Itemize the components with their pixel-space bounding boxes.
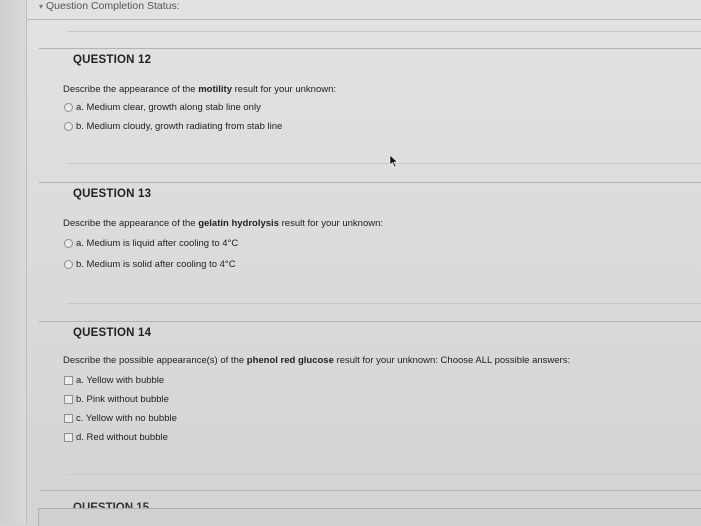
divider [67, 31, 701, 32]
assessment-page [26, 0, 701, 525]
question-14-title: QUESTION 14 [73, 327, 152, 339]
divider [39, 490, 701, 491]
question-14-option-d[interactable]: d. Red without bubble [64, 432, 168, 443]
radio-button[interactable] [64, 260, 73, 269]
question-12-option-a[interactable]: a. Medium clear, growth along stab line only [64, 102, 261, 113]
checkbox[interactable] [64, 433, 73, 442]
mouse-cursor-icon [389, 154, 399, 168]
radio-button[interactable] [64, 239, 73, 248]
question-13-title: QUESTION 13 [73, 188, 152, 200]
question-13-prompt: Describe the appearance of the gelatin hydrolysis result for your unknown: [63, 218, 384, 229]
question-13-panel [39, 182, 701, 183]
question-14-option-b[interactable]: b. Pink without bubble [64, 394, 169, 405]
radio-button[interactable] [64, 103, 73, 112]
checkbox[interactable] [64, 414, 73, 423]
question-12-title: QUESTION 12 [73, 54, 152, 66]
question-completion-status[interactable] [39, 0, 180, 12]
left-margin [0, 0, 26, 525]
divider [67, 303, 701, 304]
divider [67, 474, 701, 475]
question-13-option-b[interactable]: b. Medium is solid after cooling to 4°C [64, 259, 236, 270]
question-15-panel [38, 508, 701, 526]
divider [67, 163, 701, 164]
question-14-option-c[interactable]: c. Yellow with no bubble [64, 413, 177, 424]
radio-button[interactable] [64, 122, 73, 131]
checkbox[interactable] [64, 395, 73, 404]
question-14-option-a[interactable]: a. Yellow with bubble [64, 375, 164, 386]
checkbox[interactable] [64, 376, 73, 385]
question-12-panel [39, 48, 701, 49]
question-14-prompt: Describe the possible appearance(s) of the phenol red glucose result for your unknown: Choose ALL possible answers: [63, 355, 571, 366]
divider [27, 19, 701, 20]
question-12-prompt: Describe the appearance of the motility result for your unknown: [63, 84, 337, 95]
question-13-option-a[interactable]: a. Medium is liquid after cooling to 4°C [64, 238, 238, 249]
question-14-panel [39, 321, 701, 322]
question-12-option-b[interactable]: b. Medium cloudy, growth radiating from stab line [64, 121, 282, 132]
status-label: Question Completion Status: [46, 0, 180, 12]
expand-triangle-icon[interactable]: ▾ [39, 2, 44, 11]
question-15-title [73, 499, 149, 507]
